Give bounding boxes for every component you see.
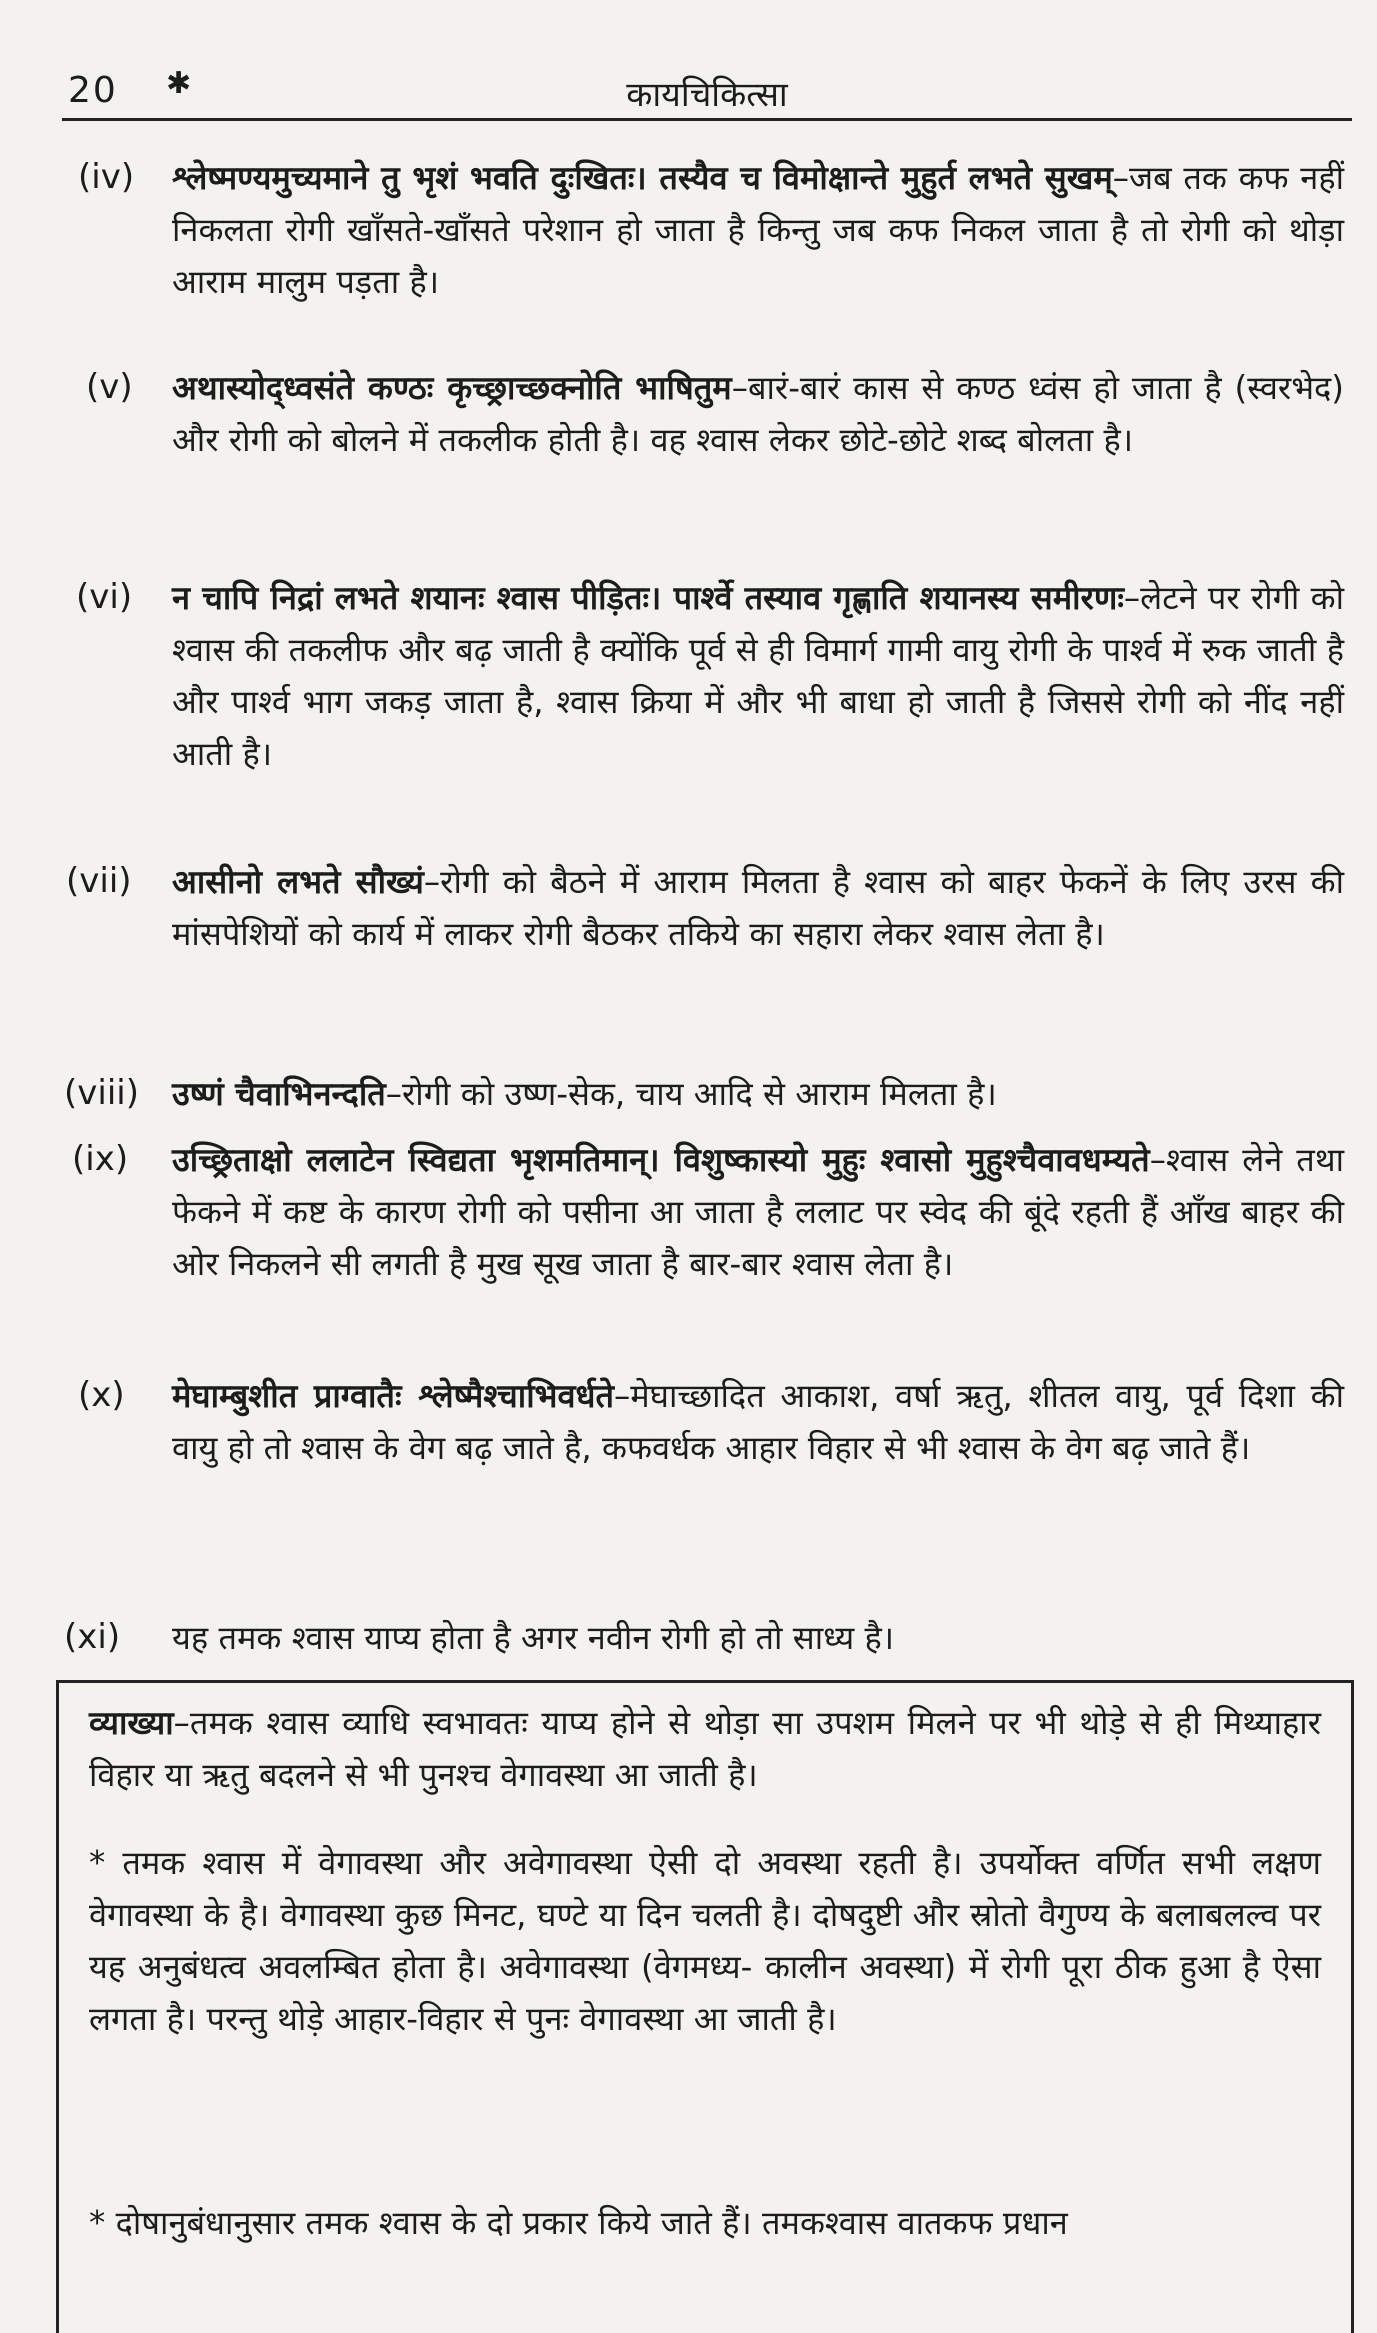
item-number: (xi): [64, 1617, 121, 1657]
hindi-explanation: –रोगी को उष्ण-सेक, चाय आदि से आराम मिलता है।: [385, 1075, 997, 1113]
hindi-explanation: –जब तक कफ नहीं निकलता रोगी खाँसते-खाँसते परेशान हो जाता है किन्तु जब कफ निकल जाता है तो रोगी को थोड़ा आराम मालुम पड़ता है।: [172, 159, 1344, 301]
sanskrit-verse: मेघाम्बुशीत प्राग्वातैः श्लेष्मैश्चाभिवर्धते: [172, 1377, 615, 1415]
commentary-paragraph: व्याख्या–तमक श्वास व्याधि स्वभावतः याप्य होने से थोड़ा सा उपशम मिलने पर भी थोड़े से ही मिथ्याहार विहार या ऋतु बदलने से भी पुनश्च वेगावस्था आ जाती है।: [89, 1704, 1321, 1794]
sanskrit-verse: न चापि निद्रां लभते शयानः श्वास पीड़ितः। पार्श्वे तस्याव गृह्णाति शयानस्य समीरणः: [172, 579, 1124, 617]
commentary-heading: व्याख्या: [89, 1704, 174, 1742]
sanskrit-verse: उच्छ्रिताक्षो ललाटेन स्विद्यता भृशमतिमान्। विशुष्कास्यो मुहुः श्वासो मुहुश्चैवावधम्यते: [172, 1141, 1150, 1179]
hindi-explanation: –मेघाच्छादित आकाश, वर्षा ऋतु, शीतल वायु, पूर्व दिशा की वायु हो तो श्वास के वेग बढ़ जाते है, कफवर्धक आहार विहार से भी श्वास के वेग बढ़ जाते हैं।: [172, 1377, 1344, 1467]
hindi-explanation: –लेटने पर रोगी को श्वास की तकलीफ और बढ़ जाती है क्योंकि पूर्व से ही विमार्ग गामी वायु रोगी के पार्श्व में रुक जाती है और पार्श्व भाग जकड़ जाता है, श्वास क्रिया में और भी बाधा हो जाती है जिससे रोगी को नींद नहीं आती है।: [172, 579, 1344, 773]
sanskrit-verse: उष्णं चैवाभिनन्दति: [172, 1075, 386, 1113]
sanskrit-verse: श्लेष्मण्यमुच्यमाने तु भृशं भवति दुःखितः। तस्यैव च विमोक्षान्ते मुहुर्त लभते सुखम्: [172, 159, 1113, 197]
item-number: (v): [86, 367, 133, 407]
commentary-box: [56, 1680, 1354, 2333]
item-text: [172, 152, 1344, 308]
item-text: [172, 1612, 1344, 1664]
item-text: [172, 1370, 1344, 1474]
page-header: [62, 62, 1352, 121]
sanskrit-verse: आसीनो लभते सौख्यं: [172, 863, 424, 901]
item-number: (vii): [66, 861, 132, 901]
hindi-explanation: –रोगी को बैठने में आराम मिलता है श्वास को बाहर फेकनें के लिए उरस की मांसपेशियों को कार्य में लाकर रोगी बैठकर तकिये का सहारा लेकर श्वास लेता है।: [172, 863, 1344, 953]
running-title: कायचिकित्सा: [626, 75, 788, 115]
item-number: (x): [78, 1375, 125, 1415]
item-number: (vi): [76, 577, 133, 617]
item-text: [172, 1134, 1344, 1290]
item-text: [172, 362, 1344, 466]
hindi-explanation: –श्वास लेने तथा फेकने में कष्ट के कारण रोगी को पसीना आ जाता है ललाट पर स्वेद की बूंदे रहती हैं आँख बाहर की ओर निकलने सी लगती है मुख सूख जाता है बार-बार श्वास लेता है।: [172, 1141, 1345, 1283]
sanskrit-verse: अथास्योद्ध्वसंते कण्ठः कृच्छ्राच्छक्नोति भाषितुम: [172, 369, 732, 407]
item-text: [172, 572, 1344, 780]
hindi-explanation: यह तमक श्वास याप्य होता है अगर नवीन रोगी हो तो साध्य है।: [172, 1619, 895, 1657]
item-number: (ix): [72, 1139, 129, 1179]
commentary-paragraph: * तमक श्वास में वेगावस्था और अवेगावस्था ऐसी दो अवस्था रहती है। उपर्योक्त वर्णित सभी लक्षण वेगावस्था के है। वेगावस्था कुछ मिनट, घण्टे या दिन चलती है। दोषदुष्टी और स्रोतो वैगुण्य के बलाबलल्व पर यह अनुबंधत्व अवलम्बित होता है। अवेगावस्था (वेगमध्य- कालीन अवस्था) में रोगी पूरा ठीक हुआ है ऐसा लगता है। परन्तु थोड़े आहार-विहार से पुनः वेगावस्था आ जाती है।: [89, 1844, 1322, 2038]
item-number: (iv): [78, 157, 135, 197]
item-text: [172, 1068, 1344, 1120]
item-text: [172, 856, 1344, 960]
commentary-paragraph: * दोषानुबंधानुसार तमक श्वास के दो प्रकार किये जाते हैं। तमकश्वास वातकफ प्रधान: [89, 2204, 1068, 2242]
item-number: (viii): [64, 1073, 139, 1113]
star-ornament-icon: ✱: [166, 66, 192, 101]
page-number: 20: [68, 70, 118, 111]
hindi-explanation: –बारं-बारं कास से कण्ठ ध्वंस हो जाता है (स्वरभेद) और रोगी को बोलने में तकलीक होती है। वह श्वास लेकर छोटे-छोटे शब्द बोलता है।: [172, 369, 1344, 459]
